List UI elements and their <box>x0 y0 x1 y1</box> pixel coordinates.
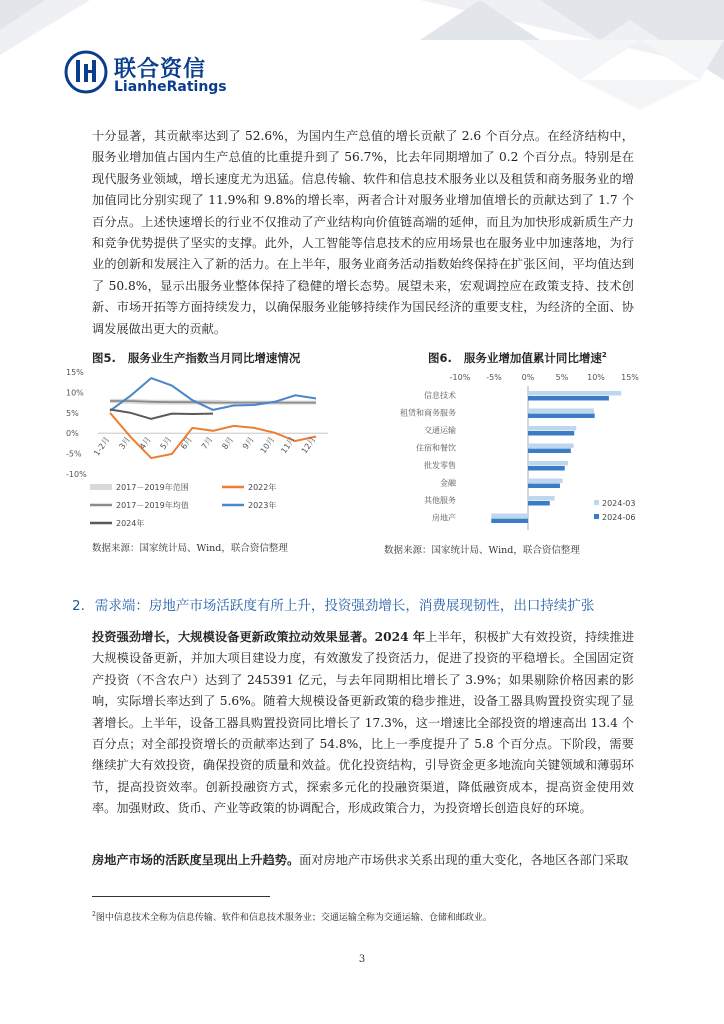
bar-2024-03 <box>528 391 621 396</box>
paragraph-investment-lead: 投资强劲增长，大规模设备更新政策拉动效果显著。 <box>92 630 375 644</box>
brand-name-cn: 联合资信 <box>114 57 207 82</box>
series-line-2 <box>110 378 316 411</box>
legend-label: 2017－2019年范围 <box>116 483 189 492</box>
bar-2024-06 <box>528 396 609 401</box>
y-tick-label: 0% <box>66 429 79 439</box>
x-tick-label: 4月 <box>137 435 153 452</box>
bar-2024-06 <box>528 431 574 436</box>
figure5-line-chart <box>66 364 336 534</box>
bar-2024-03 <box>528 409 594 414</box>
paragraph-real-estate-body: 面对房地产市场供求关系出现的重大变化，各地区各部门采取 <box>299 853 629 867</box>
bar-2024-03 <box>491 514 528 519</box>
bar-2024-03 <box>528 496 555 501</box>
x-tick-label: 3月 <box>117 435 133 452</box>
x-tick-label: 5% <box>555 373 569 382</box>
legend-label: 2017－2019年均值 <box>116 501 189 510</box>
bar-2024-06 <box>528 484 560 489</box>
x-tick-label: 8月 <box>220 435 236 452</box>
paragraph-investment <box>92 627 634 820</box>
paragraph-real-estate-lead: 房地产市场的活跃度呈现出上升趋势。 <box>92 853 300 867</box>
x-tick-label: 11月 <box>279 435 298 456</box>
x-tick-label: 6月 <box>179 435 195 452</box>
footnote-text: 图中信息技术全称为信息传输、软件和信息技术服务业；交通运输全称为交通运输、仓储和邮政业。 <box>95 913 492 923</box>
x-tick-label: -5% <box>486 373 502 382</box>
figure5-title-text: 服务业生产指数当月同比增速情况 <box>127 351 301 365</box>
figure6-footnote-mark: 2 <box>601 351 607 360</box>
bar-2024-03 <box>528 426 576 431</box>
x-tick-label: 12月 <box>299 435 318 456</box>
paragraph-services: 十分显著，其贡献率达到了 52.6%，为国内生产总值的增长贡献了 2.6 个百分点。在经济结构中，服务业增加值占国内生产总值的比重提升到了 56.7%，比去年同期增加了 0.2 个百分点。特别是在现代服务业领域，增长速度尤为迅猛。信息传输、软件和信息技术服务业以及租赁和商务服务业的增加值同比分别实现了 11.9%和 9.8%的增长率，两者合计对服务业增加值增长的贡献达到了 1.7 个百分点。上述快速增长的行业不仅推动了产业结构向价值链高端的延伸，而且为加快形成新质生产力和竞争优势提供了坚实的支撑。此外，人工智能等信息技术的应用场景也在服务业中加速落地，为行业的创新和发展注入了新的活力。在上半年，服务业商务活动指数始终保持在扩张区间，平均值达到了 50.8%，显示出服务业整体保持了稳健的增长态势。展望未来，宏观调控应在政策支持、技术创新、市场开拓等方面持续发力，以确保服务业能够持续作为国民经济的重要支柱，为经济的全面、协调发展做出更大的贡献。 <box>92 129 634 336</box>
lianhe-logo-icon <box>64 50 108 94</box>
legend-swatch <box>90 484 112 490</box>
category-label: 信息技术 <box>424 391 456 400</box>
x-tick-label: 5月 <box>158 435 174 452</box>
bar-2024-06 <box>491 519 528 524</box>
section-title: 需求端：房地产市场活跃度有所上升，投资强劲增长，消费展现韧性，出口持续扩张 <box>94 598 595 614</box>
category-label: 金融 <box>440 478 456 488</box>
legend-label: 2024年 <box>116 519 145 528</box>
legend-label: 2024-03 <box>602 499 636 508</box>
paragraph-real-estate <box>92 850 634 871</box>
bar-2024-06 <box>528 501 550 506</box>
legend-swatch <box>594 500 599 505</box>
bar-2024-03 <box>528 444 574 449</box>
x-tick-label: 10月 <box>258 435 277 456</box>
y-tick-label: 5% <box>66 408 79 418</box>
x-tick-label: 10% <box>587 373 605 382</box>
category-label: 批发零售 <box>424 461 456 470</box>
category-label: 住宿和餐饮 <box>416 443 456 453</box>
bar-2024-06 <box>528 449 571 454</box>
section-number: 2. <box>72 598 85 614</box>
section-heading <box>72 594 604 614</box>
brand-name-en: LianheRatings <box>114 79 227 95</box>
paragraph-investment-body: 上半年，积极扩大有效投资，持续推进大规模设备更新，并加大项目建设力度，有效激发了投资活力，促进了投资的平稳增长。全国固定资产投资（不含农户）达到了 245391 亿元，与去年同期相比增长了 3.9%；如果剔除价格因素的影响，实际增长率达到了 5.6%。随着大规模设备更新政策的稳步推进，设备工器具购置投资实现了显著增长。上半年，设备工器具购置投资同比增长了 17.3%，这一增速比全部投资的增速高出 13.4 个百分点；对全部投资增长的贡献率达到了 54.8%，比上一季度提升了 5.8 个百分点。下阶段，需要继续扩大有效投资，确保投资的质量和效益。优化投资结构，引导资金更多地流向关键领域和薄弱环节，提高投资效率。创新投融资方式，探索多元化的投融资渠道，降低融资成本，提高资金使用效率。加强财政、货币、产业等政策的协调配合，形成政策合力，为投资增长创造良好的环境。 <box>92 630 635 816</box>
footnote-mark: 2 <box>92 911 96 918</box>
bar-2024-06 <box>528 414 595 419</box>
bar-2024-06 <box>528 466 565 471</box>
x-tick-label: -10% <box>449 373 471 382</box>
page-number: 3 <box>358 954 366 965</box>
figure6-source: 数据来源：国家统计局、Wind，联合资信整理 <box>384 545 580 556</box>
y-tick-label: -5% <box>66 449 82 459</box>
x-tick-label: 7月 <box>199 435 215 452</box>
category-label: 交通运输 <box>424 426 456 435</box>
header-pattern <box>0 0 724 110</box>
y-tick-label: 10% <box>66 388 84 398</box>
paragraph-investment-year: 2024 年 <box>374 630 426 644</box>
figure6-label: 图6. <box>428 351 452 365</box>
x-tick-label: 0% <box>521 373 535 382</box>
footnote <box>92 910 492 923</box>
x-tick-label: 1-2月 <box>92 435 112 458</box>
category-label: 其他服务 <box>424 496 456 505</box>
figure5-source: 数据来源：国家统计局、Wind，联合资信整理 <box>92 543 288 554</box>
y-tick-label: -10% <box>66 470 87 479</box>
figure6-bar-chart <box>360 366 650 536</box>
category-label: 租赁和商务服务 <box>400 408 456 418</box>
series-line-3 <box>110 410 213 419</box>
legend-label: 2022年 <box>248 483 277 492</box>
bar-2024-03 <box>528 479 563 484</box>
y-tick-label: 15% <box>66 368 84 377</box>
footnote-divider <box>92 896 270 897</box>
legend-swatch <box>594 514 599 519</box>
figure5-label: 图5. <box>92 351 116 365</box>
legend-label: 2023年 <box>248 501 277 510</box>
x-tick-label: 15% <box>621 373 639 382</box>
category-label: 房地产 <box>432 513 456 523</box>
x-tick-label: 9月 <box>240 435 256 452</box>
figure6-title-text: 服务业增加值累计同比增速 <box>463 351 602 365</box>
legend-label: 2024-06 <box>602 513 636 522</box>
bar-2024-03 <box>528 461 568 466</box>
figure6-title <box>428 350 607 366</box>
